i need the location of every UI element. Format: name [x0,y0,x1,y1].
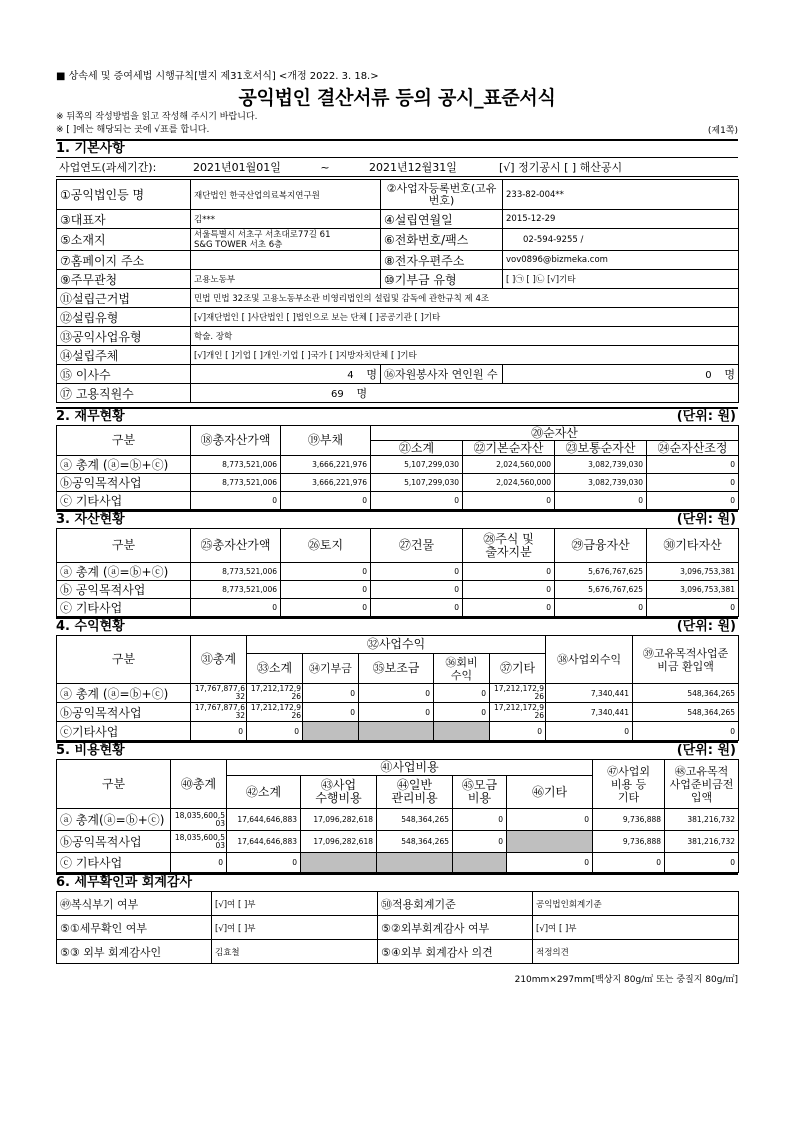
expense-cell: 18,035,600,503 [171,809,227,831]
expense-cell-shaded [377,853,453,873]
period-start: 2021년01월01일 [190,158,284,177]
revenue-h-fee-2: 수익 [450,668,473,682]
table-row [57,581,739,599]
expense-h-operating [301,776,377,809]
assets-unit: (단위: 원) [676,512,736,527]
revenue-unit: (단위: 원) [676,619,736,634]
expense-cell: 0 [453,809,507,831]
establish-type-label: ⑫설립유형 [57,308,191,327]
revenue-cell: 0 [247,722,303,741]
expense-h-gubun: 구분 [57,760,171,809]
expense-cell: 0 [593,853,665,873]
assets-h-building: ㉗건물 [371,529,463,563]
expense-cell: 381,216,732 [665,809,739,831]
revenue-cell: 548,364,265 [633,703,739,722]
period-tilde: ~ [284,158,366,177]
directors-unit: 명 [366,368,377,381]
revenue-row-label: ⓐ 총계 (ⓐ=ⓑ+ⓒ) [57,684,191,703]
basic-period-table [56,157,738,177]
finance-cell: 0 [555,492,647,510]
expense-table [56,759,739,873]
section-revenue-title: 4. 수익현황 (단위: 원) [56,619,736,634]
ceo-label: ③대표자 [57,210,191,229]
finance-cell: 8,773,521,006 [191,456,281,474]
expense-cell: 0 [171,853,227,873]
revenue-cell-shaded [359,722,434,741]
table-row [57,853,739,873]
expense-h-reserve-3: 입액 [690,790,713,804]
finance-cell: 3,666,221,976 [281,456,371,474]
table-row [57,831,739,853]
finance-cell: 3,082,739,030 [555,456,647,474]
expense-cell-shaded [301,853,377,873]
expense-cell-shaded [453,853,507,873]
expense-h-nonbusiness-1: ㊼사업외 [607,764,650,778]
address-line-1: 서울특별시 서초구 서초대로77길 61 [194,229,331,240]
employees-label: ⑰ 고용직원수 [57,384,191,403]
finance-cell: 5,107,299,030 [371,474,463,492]
table-row [57,599,739,617]
expense-cell: 0 [227,853,301,873]
finance-cell: 2,024,560,000 [463,474,555,492]
finance-cell: 5,107,299,030 [371,456,463,474]
expense-unit: (단위: 원) [676,743,736,758]
address-value [191,229,381,251]
expense-h-operating-1: ㊸사업 [320,778,357,792]
table-row [57,722,739,741]
revenue-cell-shaded [434,722,490,741]
expense-row-label: ⓒ 기타사업 [57,853,171,873]
expense-row-label: ⓑ공익목적사업 [57,831,171,853]
finance-h-liabilities: ⑲부채 [281,426,371,456]
expense-h-reserve [665,760,739,809]
assets-cell: 3,096,753,381 [647,581,739,599]
external-audit-value: [√]여 [ ]부 [533,916,739,940]
expense-h-reserve-2: 사업준비금전 [669,777,734,791]
instructions [56,111,738,139]
donation-type-value: [ ]㉠ [ ]㉡ [√]기타 [503,270,739,289]
revenue-cell: 7,340,441 [546,703,633,722]
accounting-standard-value: 공익법인회계기준 [533,892,739,916]
finance-cell: 0 [647,456,739,474]
expense-cell: 17,644,646,883 [227,831,301,853]
authority-value: 고용노동부 [191,270,381,289]
period-end: 2021년12월31일 [366,158,496,177]
assets-row-label: ⓐ 총계 (ⓐ=ⓑ+ⓒ) [57,563,191,581]
page-number: (제1쪽) [707,126,738,136]
section-finance-title: 2. 재무현황 (단위: 원) [56,409,736,424]
expense-h-operating-2: 수행비용 [315,791,362,805]
expense-h-reserve-1: ㊽고유목적 [674,764,729,778]
homepage-label: ⑦홈페이지 주소 [57,251,191,270]
assets-cell: 0 [281,599,371,617]
establish-type-value: [√]재단법인 [ ]사단법인 [ ]법인으로 보는 단체 [ ]공공기관 [ ]기타 [191,308,739,327]
expense-cell: 0 [453,831,507,853]
expense-cell: 9,736,888 [593,831,665,853]
expense-cell: 18,035,600,503 [171,831,227,853]
page-title: 공익법인 결산서류 등의 공시_표준서식 [238,87,556,109]
donation-type-label: ⑩기부금 유형 [381,270,503,289]
revenue-h-fee-1: ㊱회비 [445,655,478,669]
revenue-h-reserve-2: 비금 환입액 [657,659,714,673]
expense-h-nonbusiness-2: 비용 등 [610,777,647,791]
homepage-value [191,251,381,270]
employees-unit: 명 [356,387,368,400]
revenue-cell: 0 [303,684,359,703]
expense-cell: 381,216,732 [665,831,739,853]
expense-h-fundraising [453,776,507,809]
finance-cell: 3,666,221,976 [281,474,371,492]
disclosure-type: [√] 정기공시 [ ] 해산공시 [496,158,738,177]
assets-h-stock-2: 출자지분 [485,544,532,559]
finance-row-label: ⓐ 총계 (ⓐ=ⓑ+ⓒ) [57,456,191,474]
address-line-2: S&G TOWER 서초 6층 [194,239,283,250]
assets-cell: 0 [371,581,463,599]
revenue-cell: 7,340,441 [546,684,633,703]
finance-cell: 2,024,560,000 [463,456,555,474]
finance-cell: 0 [191,492,281,510]
expense-h-business: ㊶사업비용 [227,760,593,776]
assets-cell: 0 [371,563,463,581]
assets-cell: 8,773,521,006 [191,563,281,581]
period-label: 사업연도(과세기간): [56,158,190,177]
assets-cell: 0 [281,581,371,599]
tax-check-value: [√]여 [ ]부 [212,916,378,940]
section-assets-title: 3. 자산현황 (단위: 원) [56,512,736,527]
basic-info-table [56,179,739,403]
business-type-value: 학술. 장학 [191,327,739,346]
finance-cell: 0 [281,492,371,510]
revenue-cell: 17,767,877,632 [191,703,247,722]
expense-cell: 548,364,265 [377,831,453,853]
volunteers-unit: 명 [724,368,735,381]
assets-h-financial: ㉙금융자산 [555,529,647,563]
assets-table [56,528,739,617]
legal-basis-label: ⑪설립근거법 [57,289,191,308]
expense-h-nonbusiness-3: 기타 [617,790,640,804]
table-row [57,474,739,492]
revenue-cell: 0 [434,684,490,703]
volunteers-count: 0 [705,370,712,381]
expense-cell: 9,736,888 [593,809,665,831]
finance-row-label: ⓒ 기타사업 [57,492,191,510]
employees-count: 69 [331,389,344,400]
founder-label: ⑭설립주체 [57,346,191,365]
bookkeeping-label: ㊾복식부기 여부 [57,892,212,916]
assets-cell: 3,096,753,381 [647,563,739,581]
revenue-cell: 17,767,877,632 [191,684,247,703]
expense-cell-shaded [507,831,593,853]
finance-cell: 3,082,739,030 [555,474,647,492]
finance-table [56,425,739,510]
expense-cell: 17,096,282,618 [301,809,377,831]
assets-h-other: ㉚기타자산 [647,529,739,563]
expense-cell: 17,644,646,883 [227,809,301,831]
audit-opinion-label: ⑤④외부 회계감사 의견 [378,940,533,964]
finance-cell: 0 [371,492,463,510]
revenue-cell: 17,212,172,926 [490,703,546,722]
revenue-cell-shaded [303,722,359,741]
founded-value: 2015-12-29 [503,210,739,229]
external-audit-label: ⑤②외부회계감사 여부 [378,916,533,940]
finance-h-basic-net: ㉒기본순자산 [463,441,555,456]
assets-cell: 0 [647,599,739,617]
assets-cell: 8,773,521,006 [191,581,281,599]
expense-cell: 548,364,265 [377,809,453,831]
form-page [56,70,738,985]
revenue-cell: 17,212,172,926 [490,684,546,703]
revenue-cell: 0 [490,722,546,741]
finance-h-net-assets: ⑳순자산 [371,426,739,441]
assets-row-label: ⓑ 공익목적사업 [57,581,191,599]
business-type-label: ⑬공익사업유형 [57,327,191,346]
revenue-h-other: ㊲기타 [490,654,546,684]
founded-label: ④설립연월일 [381,210,503,229]
table-row [57,703,739,722]
revenue-h-gubun: 구분 [57,636,191,684]
assets-h-stock-1: ㉘주식 및 [483,531,534,546]
expense-cell: 17,096,282,618 [301,831,377,853]
audit-opinion-value: 적정의견 [533,940,739,964]
assets-cell: 0 [371,599,463,617]
finance-unit: (단위: 원) [676,409,736,424]
expense-h-total: ㊵총계 [171,760,227,809]
expense-h-other: ㊻기타 [507,776,593,809]
legal-basis-value: 민법 민법 32조및 고용노동부소관 비영리법인의 설립및 감독에 관한규칙 제 4조 [191,289,739,308]
table-row [57,563,739,581]
assets-h-total: ㉕총자산가액 [191,529,281,563]
accounting-standard-label: ㊿적용회계기준 [378,892,533,916]
table-row [57,456,739,474]
expense-cell: 0 [665,853,739,873]
section-audit-title: 6. 세무확인과 회계감사 [56,873,738,891]
revenue-cell: 0 [546,722,633,741]
biz-reg-label: ②사업자등록번호(고유번호) [381,180,503,210]
revenue-h-reserve [633,636,739,684]
revenue-cell: 548,364,265 [633,684,739,703]
audit-table [56,891,739,964]
assets-cell: 5,676,767,625 [555,581,647,599]
revenue-cell: 17,212,172,926 [247,684,303,703]
volunteers-value [503,365,739,384]
ceo-value: 김*** [191,210,381,229]
bookkeeping-value: [√]여 [ ]부 [212,892,378,916]
expense-h-nonbusiness [593,760,665,809]
revenue-table [56,635,739,741]
revenue-cell: 0 [303,703,359,722]
auditor-value: 김효철 [212,940,378,964]
assets-cell: 0 [463,599,555,617]
revenue-cell: 17,212,172,926 [247,703,303,722]
assets-cell: 0 [191,599,281,617]
finance-h-subtotal: ㉑소계 [371,441,463,456]
assets-cell: 0 [463,563,555,581]
revenue-row-label: ⓑ공익목적사업 [57,703,191,722]
finance-cell: 8,773,521,006 [191,474,281,492]
finance-cell: 0 [647,474,739,492]
revenue-cell: 0 [359,703,434,722]
assets-h-stock [463,529,555,563]
instruction-line-1: ※ 뒤쪽의 작성방법을 읽고 작성해 주시기 바랍니다. [56,112,258,122]
volunteers-label: ⑯자원봉사자 연인원 수 [381,365,503,384]
expense-h-subtotal: ㊷소계 [227,776,301,809]
assets-cell: 0 [555,599,647,617]
employees-value [191,384,739,403]
directors-value [191,365,381,384]
revenue-h-nonbusiness: ㊳사업외수익 [546,636,633,684]
section-basic-title: 1. 기본사항 [56,139,738,157]
phone-value: 02-594-9255 / [503,229,739,251]
expense-h-fundraising-1: ㊺모금 [461,778,498,792]
revenue-h-subtotal: ㉝소계 [247,654,303,684]
address-label: ⑤소재지 [57,229,191,251]
assets-h-land: ㉖토지 [281,529,371,563]
finance-h-normal-net: ㉓보통순자산 [555,441,647,456]
assets-cell: 5,676,767,625 [555,563,647,581]
table-row [57,492,739,510]
expense-h-admin-2: 관리비용 [391,791,438,805]
revenue-h-fee [434,654,490,684]
section-expense-title: 5. 비용현황 (단위: 원) [56,743,736,758]
revenue-h-business: ㉜사업수익 [247,636,546,654]
founder-value: [√]개인 [ ]기업 [ ]개인·기업 [ ]국가 [ ]지방자치단체 [ ]기타 [191,346,739,365]
email-label: ⑧전자우편주소 [381,251,503,270]
assets-cell: 0 [281,563,371,581]
revenue-h-donation: ㉞기부금 [303,654,359,684]
finance-h-adjust: ㉔순자산조정 [647,441,739,456]
expense-h-admin-1: ㊹일반 [396,778,433,792]
revenue-h-subsidy: ㉟보조금 [359,654,434,684]
finance-cell: 0 [463,492,555,510]
org-name-value: 재단법인 한국산업의료복지연구원 [191,180,381,210]
expense-h-admin [377,776,453,809]
revenue-cell: 0 [633,722,739,741]
org-name-label: ①공익법인등 명 [57,180,191,210]
tax-check-label: ⑤①세무확인 여부 [57,916,212,940]
paper-spec-footer: 210mm×297mm[백상지 80g/㎡ 또는 중질지 80g/㎡] [514,975,738,985]
revenue-h-reserve-1: ㊴고유목적사업준 [642,646,729,660]
table-row [57,684,739,703]
biz-reg-value: 233-82-004** [503,180,739,210]
revenue-h-total: ㉛총계 [191,636,247,684]
finance-h-total-assets: ⑱총자산가액 [191,426,281,456]
finance-row-label: ⓑ공익목적사업 [57,474,191,492]
revenue-cell: 0 [434,703,490,722]
revenue-cell: 0 [191,722,247,741]
authority-label: ⑨주무관청 [57,270,191,289]
directors-count: 4 [347,370,354,381]
revenue-cell: 0 [359,684,434,703]
email-value: vov0896@bizmeka.com [503,251,739,270]
form-reference-note: ■ 상속세 및 증여세법 시행규칙[별지 제31호서식] <개정 2022. 3. 18.> [56,71,379,82]
expense-cell: 0 [507,809,593,831]
revenue-row-label: ⓒ기타사업 [57,722,191,741]
phone-label: ⑥전화번호/팩스 [381,229,503,251]
auditor-label: ⑤③ 외부 회계감사인 [57,940,212,964]
expense-cell: 0 [507,853,593,873]
directors-label: ⑮ 이사수 [57,365,191,384]
expense-row-label: ⓐ 총계(ⓐ=ⓑ+ⓒ) [57,809,171,831]
finance-cell: 0 [647,492,739,510]
assets-h-gubun: 구분 [57,529,191,563]
assets-cell: 0 [463,581,555,599]
instruction-line-2: ※ [ ]에는 해당되는 곳에 √표를 합니다. [56,125,210,135]
expense-h-fundraising-2: 비용 [467,791,492,805]
finance-h-gubun: 구분 [57,426,191,456]
assets-row-label: ⓒ 기타사업 [57,599,191,617]
table-row [57,809,739,831]
